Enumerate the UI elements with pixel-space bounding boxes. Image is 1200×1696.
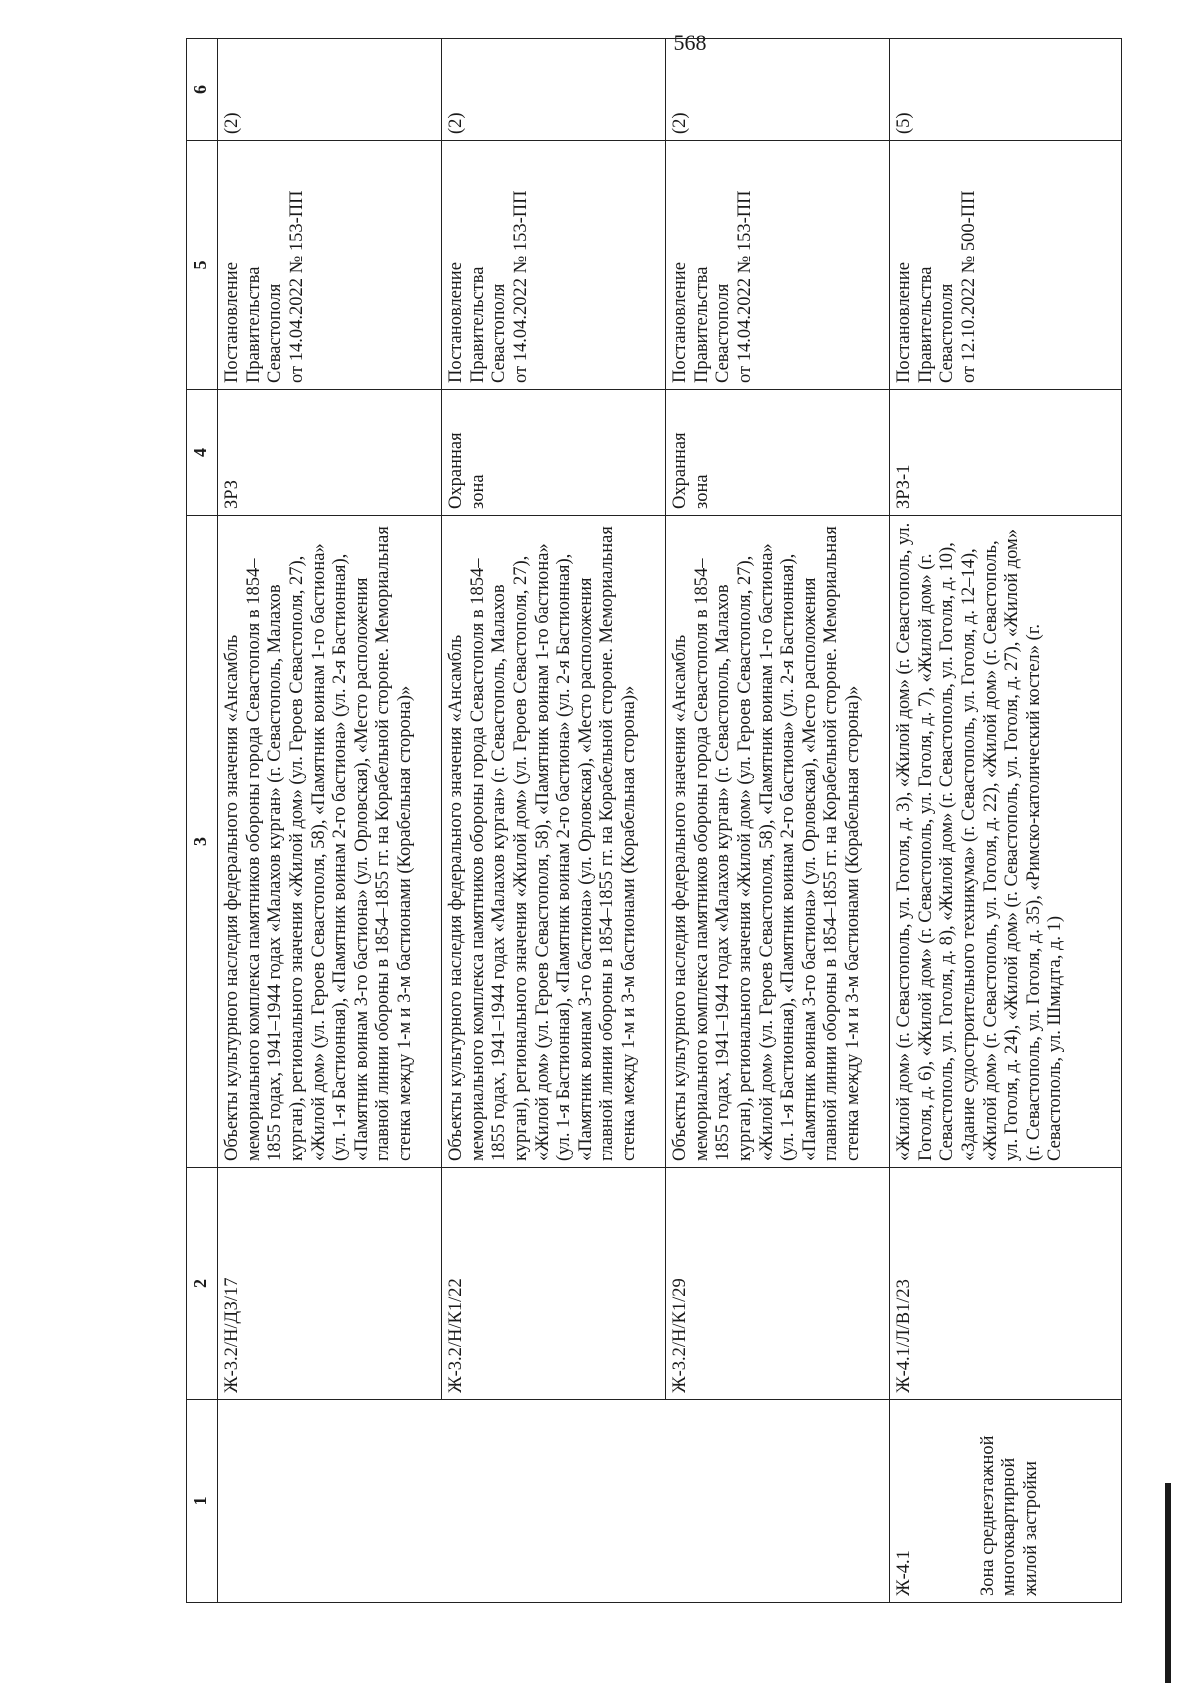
heritage-objects-cell: «Жилой дом» (г. Севастополь, ул. Гоголя, д. 3), «Жилой дом» (г. Севастополь, ул. Гоголя, д. 6), «Жилой дом» (г. Севастополь, ул. Гоголя, д. 7), «Жилой дом» (г. Севастополь, ул. Гоголя, д. 8), «Жилой дом» (г. Севастополь, ул. Гоголя, д. 10), «Здание судостроительного техникума» (г. Севастополь, ул. Гоголя, д. 12–14), «Жилой дом» (г. Севастополь, ул. Гоголя, д. 22), «Жилой дом» (г. Севастополь, ул. Гоголя, д. 24), «Жилой дом» (г. Севастополь, ул. Гоголя, д. 27), «Жилой дом» (г. Севастополь, ул. Гоголя, д. 35), «Римско-католический костел» (г. Севастополь, ул. Шмидта, д. 1): [890, 516, 1122, 1168]
table-row: [218, 39, 442, 1603]
subzone-code-cell: Ж-3.2/Н/ДЗ/17: [218, 1168, 442, 1400]
zone-type-code: Ж-4.1: [894, 1550, 914, 1596]
page-number: 568: [673, 30, 707, 55]
decree-line: Правительства: [691, 266, 712, 383]
heritage-objects-cell: Объекты культурного наследия федерального значения «Ансамбль мемориального комплекса памятников обороны города Севастополя в 1854–1855 годах, 1941–1944 годах «Малахов курган» (г. Севастополь, Малахов курган), регионального значения «Жилой дом» (ул. Героев Севастополя, 27), «Жилой дом» (ул. Героев Севастополя, 58), «Памятник воинам 1-го бастиона» (ул. 1-я Бастионная), «Памятник воинам 2-го бастиона» (ул. 2-я Бастионная), «Памятник воинам 3-го бастиона» (ул. Орловская), «Место расположения главной линии обороны в 1854–1855 гг. на Корабельной стороне. Мемориальная стенка между 1-м и 3-м бастионами (Корабельная сторона)»: [442, 516, 666, 1168]
decree-line: от 14.04.2022 № 153-ПП: [510, 190, 531, 383]
decree-line: Постановление: [670, 262, 690, 383]
decree-line: Правительства: [467, 266, 488, 383]
protection-zone-cell: ЗРЗ-1: [890, 390, 1122, 516]
heritage-objects-cell: Объекты культурного наследия федерального значения «Ансамбль мемориального комплекса памятников обороны города Севастополя в 1854–1855 годах, 1941–1944 годах «Малахов курган» (г. Севастополь, Малахов курган), регионального значения «Жилой дом» (ул. Героев Севастополя, 27), «Жилой дом» (ул. Героев Севастополя, 58), «Памятник воинам 1-го бастиона» (ул. 1-я Бастионная), «Памятник воинам 2-го бастиона» (ул. 2-я Бастионная), «Памятник воинам 3-го бастиона» (ул. Орловская), «Место расположения главной линии обороны в 1854–1855 гг. на Корабельной стороне. Мемориальная стенка между 1-м и 3-м бастионами (Корабельная сторона)»: [666, 516, 890, 1168]
zone-type-cell-empty: [218, 1400, 890, 1603]
subzone-code-cell: Ж-4.1/Л/В1/23: [890, 1168, 1122, 1400]
decree-line: Постановление: [446, 262, 466, 383]
decree-line: Севастополя: [489, 283, 510, 383]
decree-line: Правительства: [243, 266, 264, 383]
header-col-2: 2: [187, 1168, 218, 1400]
subzone-code-cell: Ж-3.2/Н/К1/29: [666, 1168, 890, 1400]
decree-line: от 14.04.2022 № 153-ПП: [734, 190, 755, 383]
table-row: [666, 39, 890, 1603]
rotated-table-container: [186, 85, 1116, 1603]
decree-cell: [666, 141, 890, 390]
protection-zone-cell: ЗРЗ: [218, 390, 442, 516]
note-cell: (2): [218, 39, 442, 141]
decree-cell: [890, 141, 1122, 390]
header-col-6: 6: [187, 39, 218, 141]
header-col-3: 3: [187, 516, 218, 1168]
decree-line: от 12.10.2022 № 500-ПП: [958, 190, 979, 383]
decree-line: Севастополя: [937, 283, 958, 383]
header-col-4: 4: [187, 390, 218, 516]
heritage-objects-cell: Объекты культурного наследия федерального значения «Ансамбль мемориального комплекса памятников обороны города Севастополя в 1854–1855 годах, 1941–1944 годах «Малахов курган» (г. Севастополь, Малахов курган), регионального значения «Жилой дом» (ул. Героев Севастополя, 27), «Жилой дом» (ул. Героев Севастополя, 58), «Памятник воинам 1-го бастиона» (ул. 1-я Бастионная), «Памятник воинам 2-го бастиона» (ул. 2-я Бастионная), «Памятник воинам 3-го бастиона» (ул. Орловская), «Место расположения главной линии обороны в 1854–1855 гг. на Корабельной стороне. Мемориальная стенка между 1-м и 3-м бастионами (Корабельная сторона)»: [218, 516, 442, 1168]
header-col-1: 1: [187, 1400, 218, 1603]
decree-line: Правительства: [915, 266, 936, 383]
table-header-row: [187, 39, 218, 1603]
decree-line: Постановление: [222, 262, 242, 383]
decree-line: Севастополя: [265, 283, 286, 383]
decree-cell: [442, 141, 666, 390]
zone-type-name: Зона среднеэтажной многоквартирной жилой застройки: [977, 1435, 1041, 1596]
protection-zone-cell: Охранная зона: [442, 390, 666, 516]
zones-table: [186, 38, 1122, 1603]
protection-zone-cell: Охранная зона: [666, 390, 890, 516]
table-row: [890, 39, 1122, 1603]
note-cell: (2): [666, 39, 890, 141]
zone-type-cell: [890, 1400, 1122, 1603]
decree-cell: [218, 141, 442, 390]
header-col-5: 5: [187, 141, 218, 390]
decree-line: Севастополя: [713, 283, 734, 383]
decree-line: от 14.04.2022 № 153-ПП: [286, 190, 307, 383]
subzone-code-cell: Ж-3.2/Н/К1/22: [442, 1168, 666, 1400]
decree-line: Постановление: [894, 262, 914, 383]
note-cell: (5): [890, 39, 1122, 141]
scan-edge-bar: [1165, 1483, 1171, 1683]
note-cell: (2): [442, 39, 666, 141]
table-row: [442, 39, 666, 1603]
